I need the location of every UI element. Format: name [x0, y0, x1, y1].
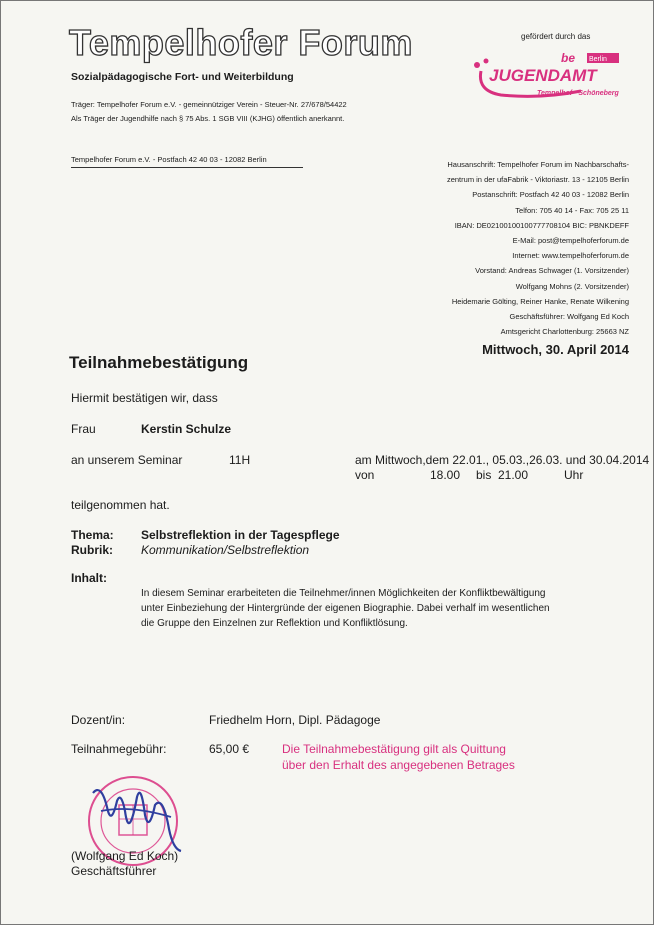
- thema-label: Thema:: [71, 528, 114, 542]
- org-subtitle: Sozialpädagogische Fort- und Weiterbildung: [71, 71, 294, 83]
- contact-line: Vorstand: Andreas Schwager (1. Vorsitzender): [475, 266, 629, 276]
- contact-line: Postanschrift: Postfach 42 40 03 - 12082 Berlin: [472, 190, 629, 200]
- fee-value: 65,00 €: [209, 742, 250, 756]
- contact-line: E-Mail: post@tempelhoferforum.de: [512, 236, 629, 246]
- thema-value: Selbstreflektion in der Tagespflege: [141, 528, 340, 542]
- inhalt-line: die Gruppe den Einzelnen zur Reflektion und Konfliktlösung.: [141, 618, 408, 629]
- funded-by-label: gefördert durch das: [521, 32, 591, 41]
- jugendamt-logo: [471, 49, 621, 101]
- receipt-note-line-1: Die Teilnahmebestätigung gilt als Quittung: [282, 742, 506, 756]
- sender-divider: [71, 167, 303, 168]
- logo-district-text: Tempelhof - Schöneberg: [537, 90, 619, 97]
- contact-line: Hausanschrift: Tempelhofer Forum im Nachbarschafts-: [447, 160, 629, 169]
- contact-block: [421, 157, 629, 339]
- fee-label: Teilnahmegebühr:: [71, 742, 167, 756]
- time-bis: bis: [476, 468, 492, 482]
- participant-name: Kerstin Schulze: [141, 422, 232, 436]
- seminar-label: an unserem Seminar: [71, 453, 183, 467]
- inhalt-label: Inhalt:: [71, 571, 107, 585]
- contact-line: IBAN: DE02100100100777708104 BIC: PBNKDEFF: [454, 220, 629, 230]
- contact-line: Amtsgericht Charlottenburg: 25663 NZ: [500, 327, 629, 337]
- traeger-line-2: Als Träger der Jugendhilfe nach § 75 Abs. 1 SGB VIII (KJHG) öffentlich anerkannt.: [71, 114, 345, 123]
- contact-line: Internet: www.tempelhoferforum.de: [512, 251, 629, 261]
- contact-line: Geschäftsführer: Wolfgang Ed Koch: [509, 312, 629, 322]
- time-from: 18.00: [430, 468, 461, 482]
- document-date: Mittwoch, 30. April 2014: [482, 342, 629, 357]
- rubrik-label: Rubrik:: [71, 543, 113, 557]
- logo-be-text: be: [561, 51, 576, 65]
- receipt-note-line-2: über den Erhalt des angegebenen Betrages: [282, 758, 515, 772]
- signer-role: Geschäftsführer: [71, 864, 157, 878]
- inhalt-line: unter Einbeziehung der Hintergründe der eigenen Biographie. Dabei verhalf im wesentlichen: [141, 603, 550, 614]
- contact-line: Telfon: 705 40 14 - Fax: 705 25 11: [515, 205, 629, 215]
- intro-text: Hiermit bestätigen wir, dass: [71, 391, 218, 405]
- time-to: 21.00: [498, 468, 529, 482]
- seminar-number: 11H: [229, 453, 251, 467]
- document-title: Teilnahmebestätigung: [69, 353, 249, 372]
- seminar-dates: am Mittwoch,dem 22.01., 05.03.,26.03. und 30.04.2014: [355, 453, 650, 467]
- rubrik-value: Kommunikation/Selbstreflektion: [141, 543, 310, 557]
- time-uhr: Uhr: [564, 468, 584, 482]
- org-logo-text: Tempelhofer Forum: [69, 22, 413, 63]
- dozent-label: Dozent/in:: [71, 713, 126, 727]
- contact-line: Wolfgang Mohns (2. Vorsitzender): [515, 281, 629, 291]
- inhalt-text: [141, 586, 631, 631]
- salutation: Frau: [71, 422, 96, 436]
- time-von: von: [355, 468, 375, 482]
- sender-line: Tempelhofer Forum e.V. - Postfach 42 40 03 - 12082 Berlin: [71, 155, 267, 164]
- traeger-line-1: Träger: Tempelhofer Forum e.V. - gemeinnütziger Verein - Steuer-Nr. 27/678/54422: [71, 100, 347, 109]
- dozent-value: Friedhelm Horn, Dipl. Pädagoge: [209, 713, 381, 727]
- inhalt-line: In diesem Seminar erarbeiteten die Teilnehmer/innen Möglichkeiten der Konfliktbewältigung: [141, 588, 546, 599]
- participated-text: teilgenommen hat.: [71, 498, 170, 512]
- logo-jugendamt-text: JUGENDAMT: [489, 66, 597, 85]
- signer-name: (Wolfgang Ed Koch): [71, 849, 179, 863]
- contact-line: Heidemarie Gölting, Reiner Hanke, Renate Wilkening: [451, 296, 629, 306]
- contact-line: zentrum in der ufaFabrik - Viktoriastr. 13 - 12105 Berlin: [446, 175, 629, 185]
- logo-berlin-text: Berlin: [589, 56, 607, 63]
